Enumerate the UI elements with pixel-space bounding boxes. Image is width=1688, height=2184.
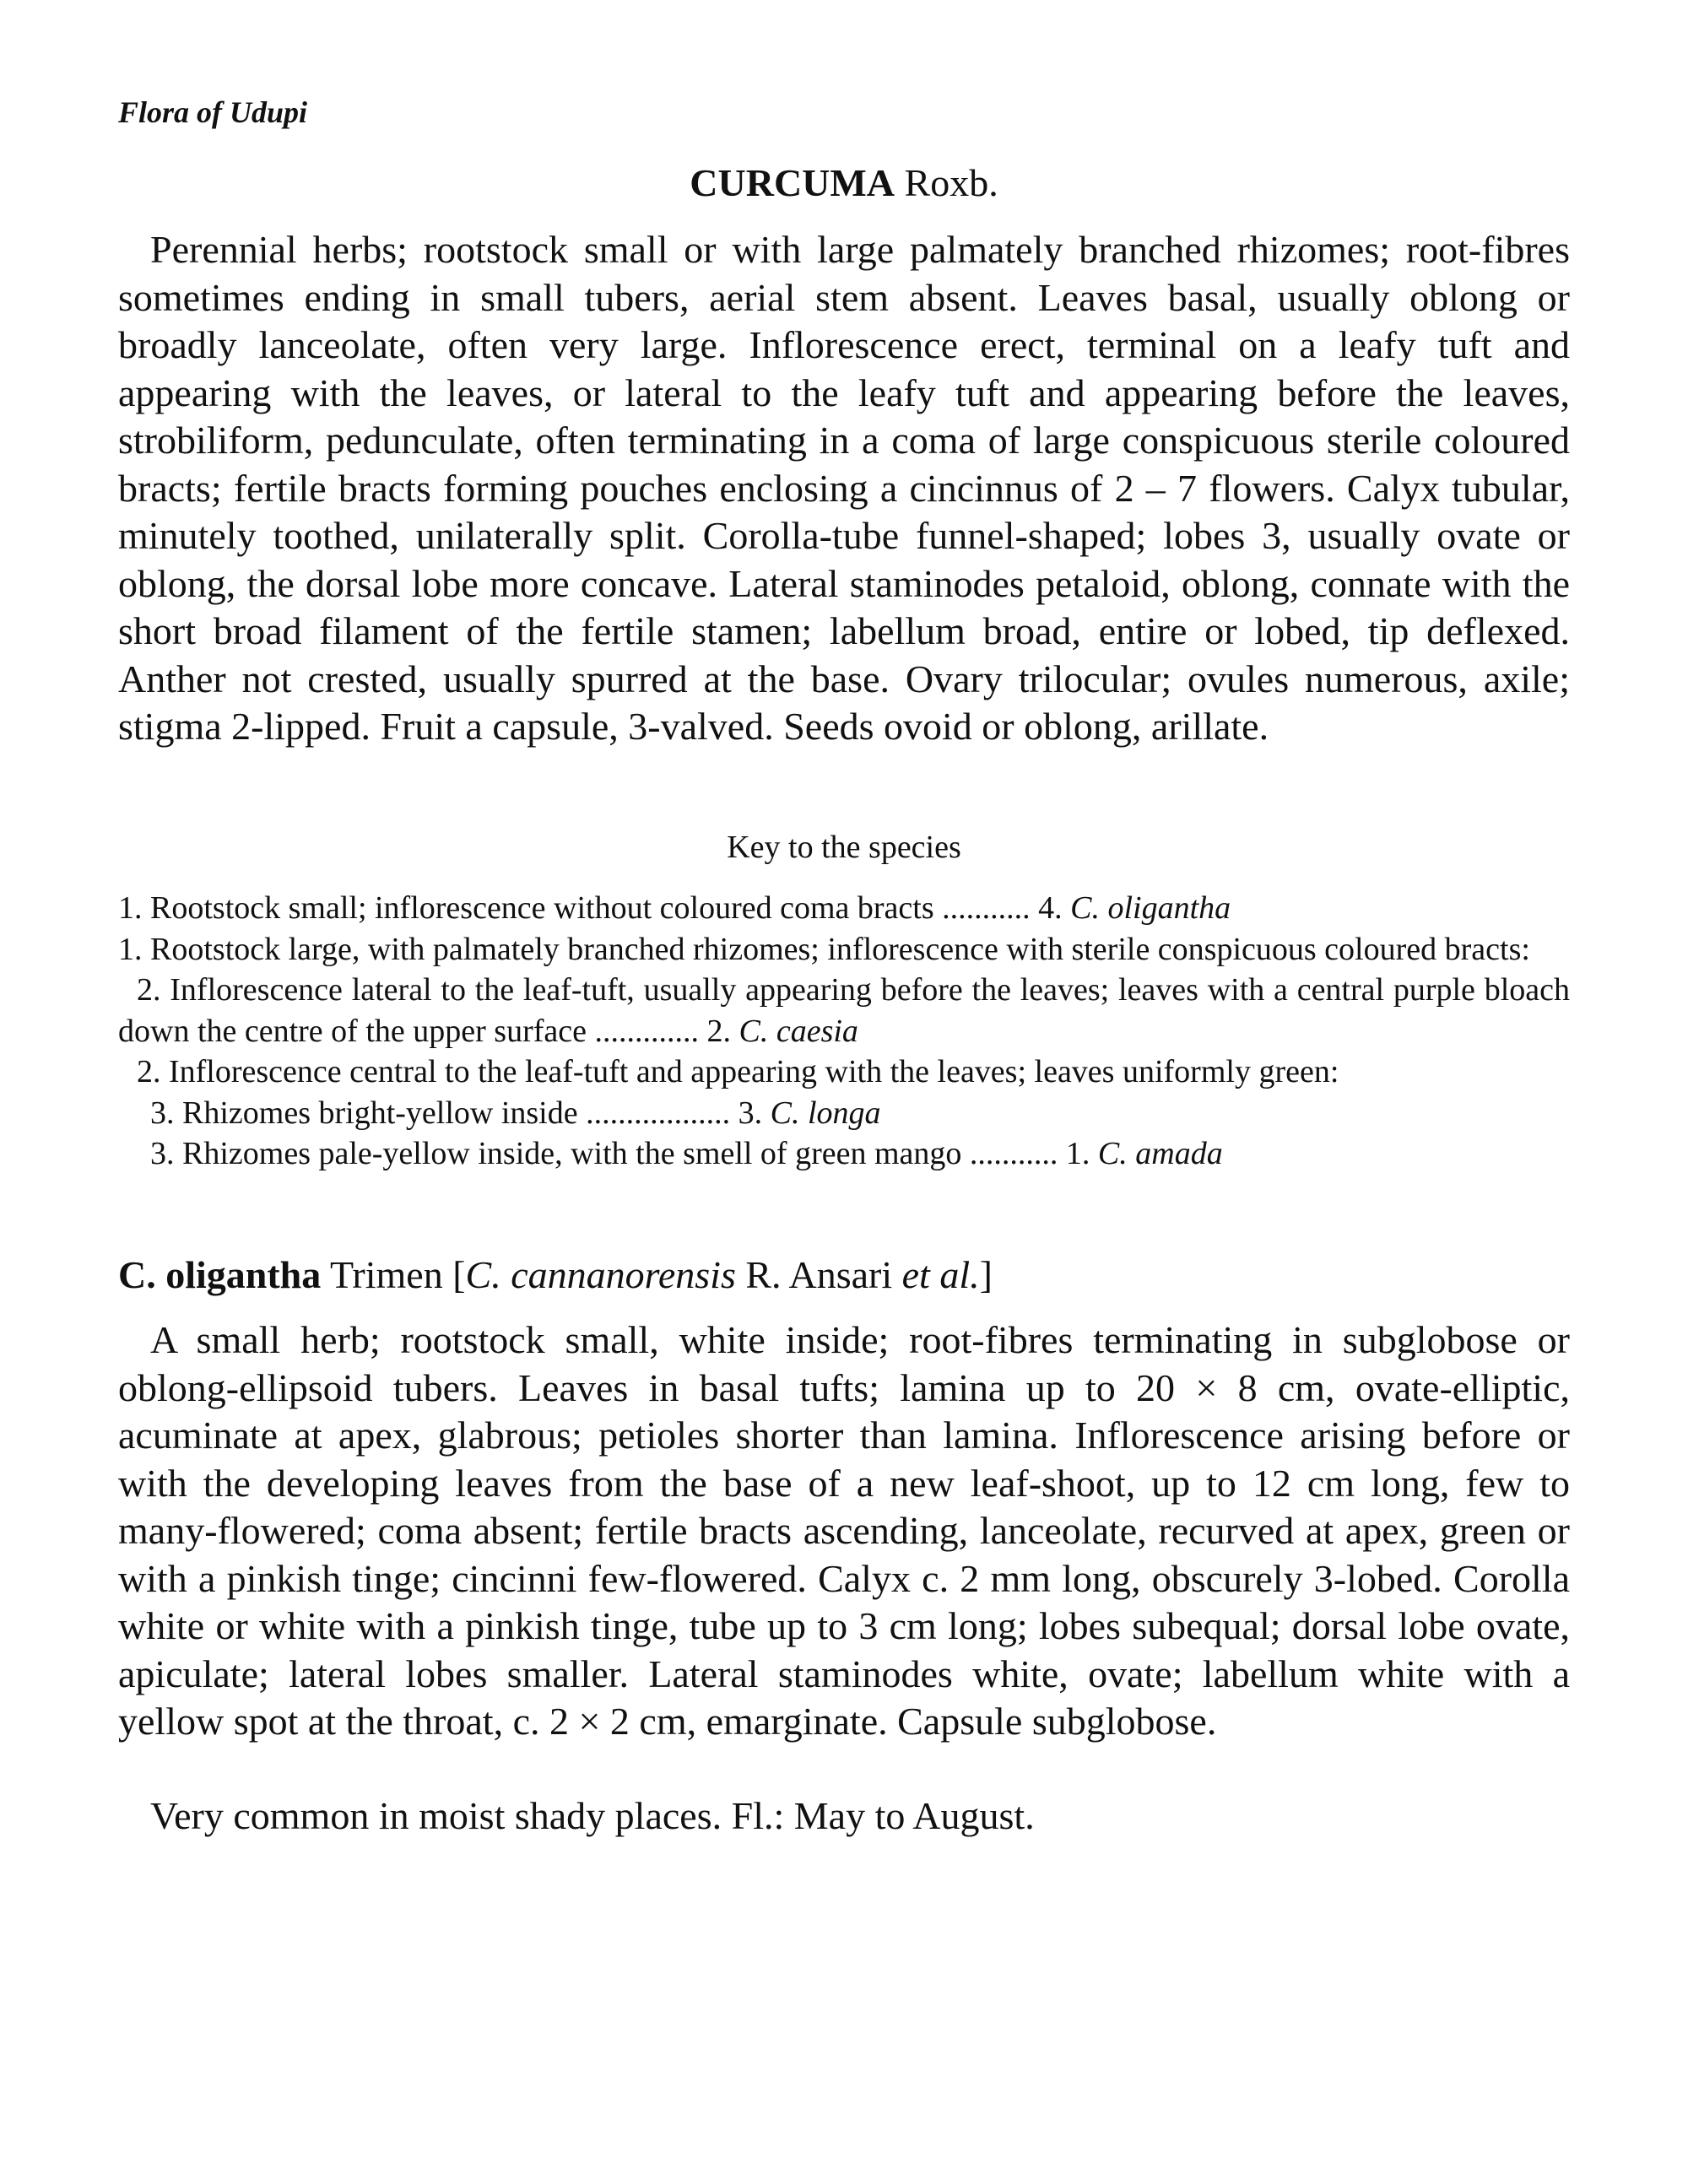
synonym-open: [ (452, 1253, 466, 1296)
key-entry-text: 2. Inflorescence central to the leaf-tuft and appearing with the leaves; leaves uniformly green: (137, 1054, 1339, 1089)
key-entry-text: 1. Rootstock large, with palmately branched rhizomes; inflorescence with sterile conspicuous coloured bracts: (118, 931, 1530, 967)
key-entry-taxon: C. longa (770, 1095, 881, 1131)
genus-name: CURCUMA (690, 161, 895, 204)
genus-author: Roxb. (904, 161, 998, 204)
species-description: A small herb; rootstock small, white inside; root-fibres terminating in subglobose or oblong-ellipsoid tubers. Leaves in basal tufts; lamina up to 20 × 8 cm, ovate-elliptic, acuminate at apex, glabrous; petioles shorter than lamina. Inflorescence arising before or with the developing leaves from the base of a new leaf-shoot, up to 12 cm long, few to many-flowered; coma absent; fertile bracts ascending, lanceolate, recurved at apex, green or with a pinkish tinge; cincinni few-flowered. Calyx c. 2 mm long, obscurely 3-lobed. Corolla white or white with a pinkish tinge, tube up to 3 cm long; lobes subequal; dorsal lobe ovate, apiculate; lateral lobes smaller. Lateral staminodes white, ovate; labellum white with a yellow spot at the throat, c. 2 × 2 cm, emarginate. Capsule subglobose. (118, 1318, 1570, 1743)
key-entry-text: 3. Rhizomes bright-yellow inside .................. 3. (150, 1095, 771, 1131)
key-entry (118, 1051, 1570, 1093)
key-entry-text: 2. Inflorescence lateral to the leaf-tuft, usually appearing before the leaves; leaves with a central purple bloach down the centre of the upper surface ............. 2. (118, 972, 1570, 1049)
genus-description: Perennial herbs; rootstock small or with large palmately branched rhizomes; root-fibres sometimes ending in small tubers, aerial stem absent. Leaves basal, usually oblong or broadly lanceolate, often very large. Inflorescence erect, terminal on a leafy tuft and appearing with the leaves, or lateral to the leafy tuft and appearing before the leaves, strobiliform, pedunculate, often terminating in a coma of large conspicuous sterile coloured bracts; fertile bracts forming pouches enclosing a cincinnus of 2 – 7 flowers. Calyx tubular, minutely toothed, unilaterally split. Corolla-tube funnel-shaped; lobes 3, usually ovate or oblong, the dorsal lobe more concave. Lateral staminodes petaloid, oblong, connate with the short broad filament of the fertile stamen; labellum broad, entire or lobed, tip deflexed. Anther not crested, usually spurred at the base. Ovary trilocular; ovules numerous, axile; stigma 2-lipped. Fruit a capsule, 3-valved. Seeds ovoid or oblong, arillate. (118, 228, 1570, 748)
key-entry (118, 1133, 1570, 1175)
species-habitat: Very common in moist shady places. Fl.: May to August. (150, 1794, 1035, 1837)
species-title (118, 1252, 993, 1297)
key-entry-text: 1. Rootstock small; inflorescence without coloured coma bracts ........... 4. (118, 890, 1071, 926)
key-entry (118, 1093, 1570, 1134)
synonym-close: ] (979, 1253, 993, 1296)
species-author: Trimen (329, 1253, 443, 1296)
synonym-etal: et al. (901, 1253, 980, 1296)
key-entry (118, 970, 1570, 1051)
running-head: Flora of Udupi (118, 95, 308, 129)
key-entry-taxon: C. caesia (738, 1013, 858, 1049)
synonym-author: R. Ansari (745, 1253, 893, 1296)
genus-title (118, 160, 1570, 205)
key-heading: Key to the species (727, 830, 961, 865)
synonym-name: C. cannanorensis (465, 1253, 736, 1296)
species-key (118, 888, 1570, 1175)
key-entry-text: 3. Rhizomes pale-yellow inside, with the smell of green mango ........... 1. (150, 1136, 1098, 1171)
species-name: C. oligantha (118, 1253, 322, 1296)
key-entry-taxon: C. amada (1097, 1136, 1223, 1171)
key-entry-taxon: C. oligantha (1070, 890, 1231, 926)
key-entry (118, 888, 1570, 929)
key-entry (118, 929, 1570, 970)
